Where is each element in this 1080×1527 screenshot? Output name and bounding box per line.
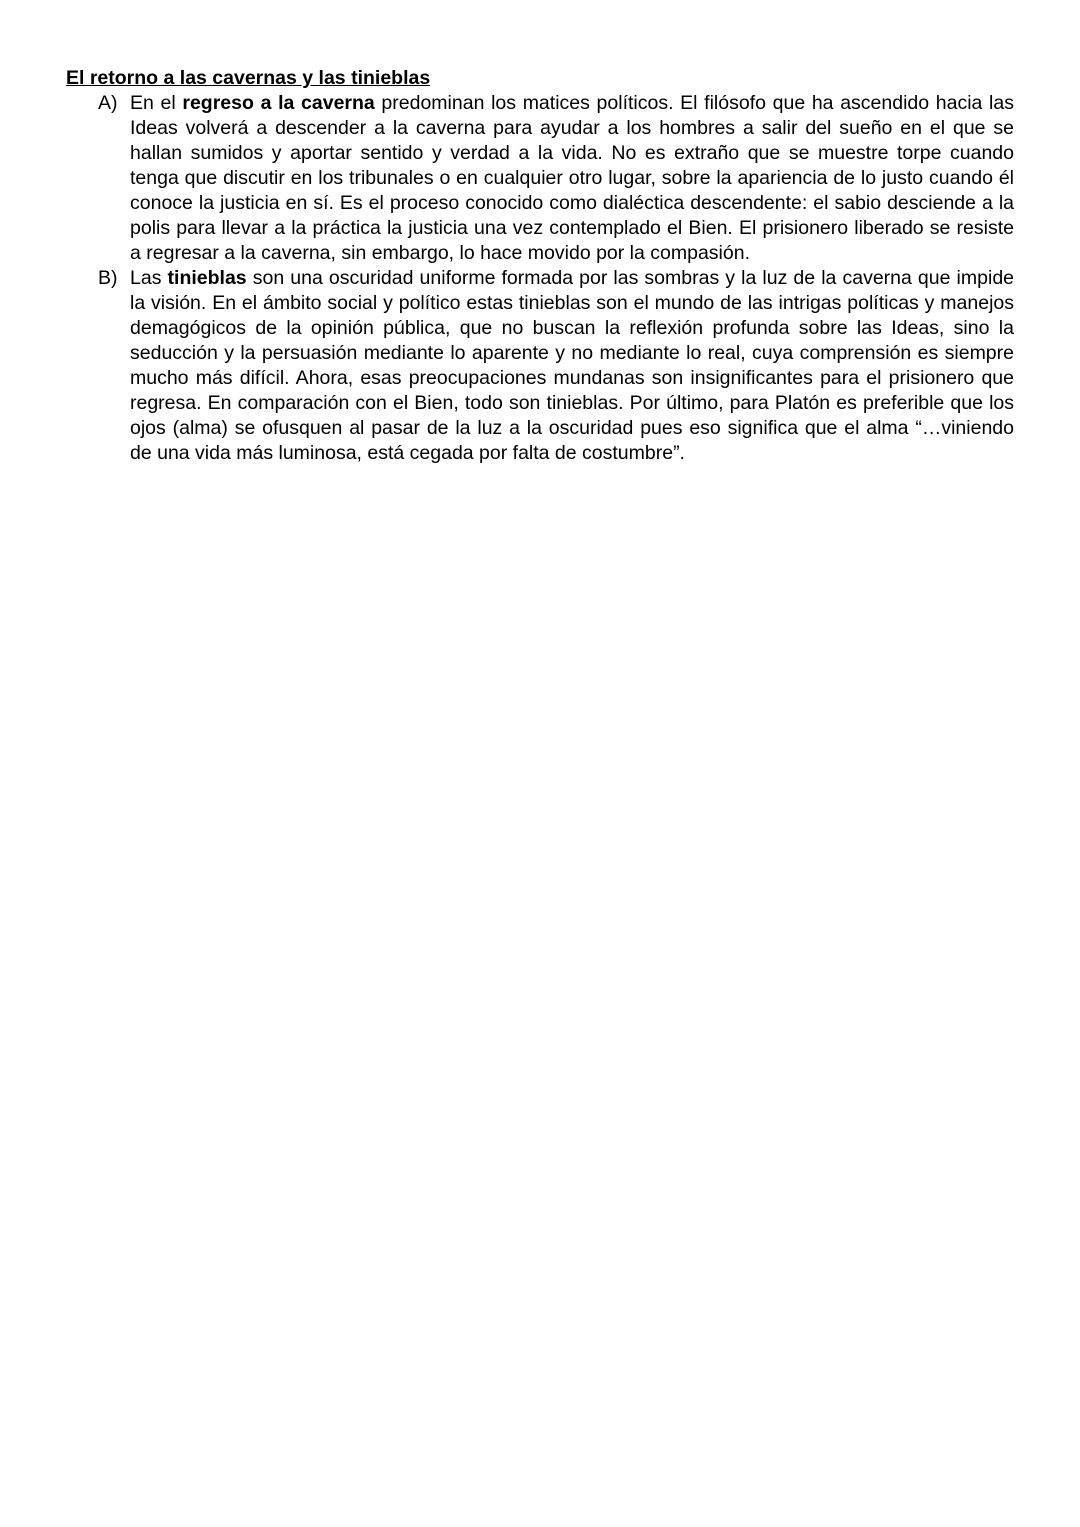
document-page [66, 66, 1014, 466]
paragraph-text: predominan los matices políticos. El filósofo que ha ascendido hacia las Ideas volverá a descender a la caverna para ayudar a los hombres a salir del sueño en el que se hallan sumidos y aportar sentido y verdad a la vida. No es extraño que se muestre torpe cuando tenga que discutir en los tribunales o en cualquier otro lugar, sobre la apariencia de lo justo cuando él conoce la justicia en sí. Es el proceso conocido como dialéctica descendente: el sabio desciende a la polis para llevar a la práctica la justicia una vez contemplado el Bien. El prisionero liberado se resiste a regresar a la caverna, sin embargo, lo hace movido por la compasión. [130, 92, 1014, 264]
list-item-b [66, 266, 1014, 466]
section-title: El retorno a las cavernas y las tinieblas [66, 67, 431, 89]
bold-term: regreso a la caverna [182, 92, 375, 114]
paragraph-text: En el [130, 92, 183, 114]
list-marker: A) [98, 92, 118, 114]
paragraph-text: son una oscuridad uniforme formada por las sombras y la luz de la caverna que impide la visión. En el ámbito social y político estas tinieblas son el mundo de las intrigas políticas y manejos demagógicos de la opinión pública, que no buscan la reflexión profunda sobre las Ideas, sino la seducción y la persuasión mediante lo aparente y no mediante lo real, cuya comprensión es siempre mucho más difícil. Ahora, esas preocupaciones mundanas son insignificantes para el prisionero que regresa. En comparación con el Bien, todo son tinieblas. Por último, para Platón es preferible que los ojos (alma) se ofusquen al pasar de la luz a la oscuridad pues eso significa que el alma “…viniendo de una vida más luminosa, está cegada por falta de costumbre”. [130, 267, 1015, 464]
paragraph-text: Las [130, 267, 168, 289]
bold-term: tinieblas [167, 267, 247, 289]
list-item-a [66, 91, 1014, 266]
list-marker: B) [98, 267, 118, 289]
